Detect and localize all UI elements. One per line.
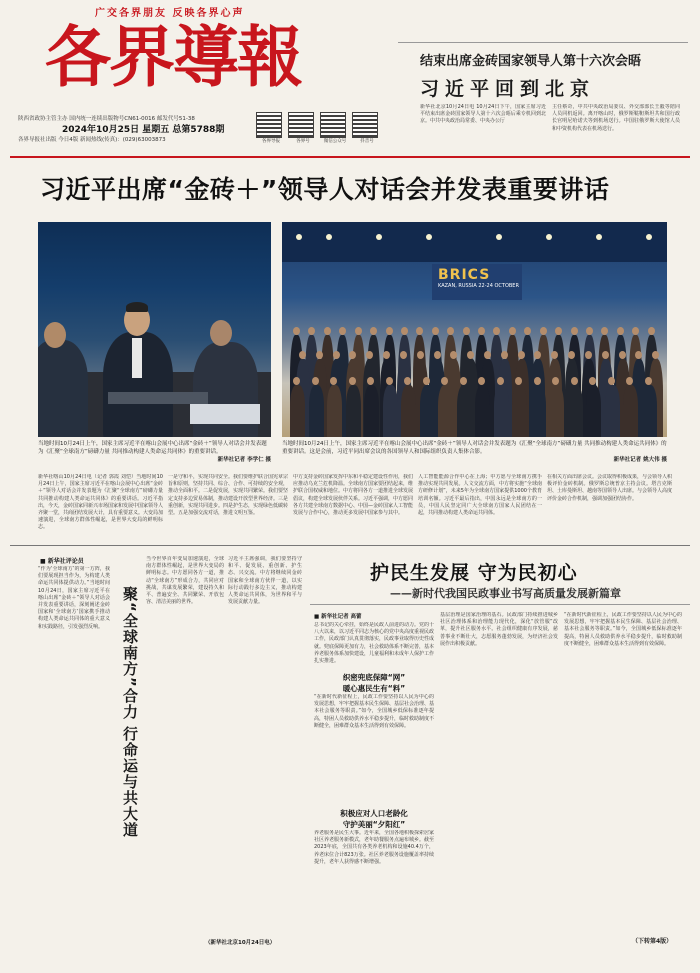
- crowd-head: [484, 351, 491, 359]
- issue-date: 2024年10月25日 星期五 总第5788期: [62, 125, 225, 135]
- crowd-head: [312, 377, 319, 385]
- crowd-head: [423, 377, 430, 385]
- crowd-head: [299, 351, 306, 359]
- top-story-kicker[interactable]: 结束出席金砖国家领导人第十六次会晤: [420, 54, 642, 69]
- crowd-body: [364, 385, 379, 437]
- crowd-head: [308, 327, 315, 335]
- feature-title[interactable]: 护民生发展 守为民初心: [370, 562, 578, 584]
- photo-credit-1: 新华社记者 李学仁 摄: [217, 457, 271, 463]
- publisher-info: 各界导报社出版 今日4版 新闻热线(传真)：(029)63003873: [18, 137, 166, 143]
- crowd-body: [327, 385, 342, 437]
- brics-banner: BRICS KAZAN, RUSSIA 22-24 OCTOBER: [432, 264, 522, 300]
- crowd-body: [383, 385, 398, 437]
- crowd-body: [568, 385, 583, 437]
- feature-column-1c: 养老服务是民生大事。近年来，全国各地积极探索居家社区养老服务新模式，老年助餐服务点遍布城乡。截至2023年底，全国共有各类养老机构和设施40.4万个，养老床位合计823万张。社区养老服务设施覆盖率持续提升，老年人获得感不断增强。: [314, 830, 434, 865]
- crowd-body: [494, 385, 509, 437]
- crowd-head: [478, 327, 485, 335]
- crowd-head: [401, 327, 408, 335]
- commentary-column-2: 当今世界百年变局加速演进，全球南方群体性崛起，是世界大变局的鲜明标志。中方愿同各方一道，推动“全球南方”形成合力，共同应对挑战，共谋发展繁荣，建设持久和平、普遍安全、共同繁荣、开放包容、清洁美丽的世界。: [146, 556, 224, 606]
- crowd-head: [497, 377, 504, 385]
- top-story-column-2: 主任蔡奇，中共中央政治局委员、外交部部长王毅等陪同人员同机返回。离开喀山时，俄罗斯鞑靼斯坦共和国行政长官明尼哈诺夫等到机场送行。中国驻俄罗斯大使馆人员和中资机构代表在机场送行。: [552, 104, 680, 132]
- crowd-head: [601, 327, 608, 335]
- qr-code-3[interactable]: 微信公众号: [320, 112, 350, 144]
- feature-column-3: “在新时代新征程上，民政工作要坚持以人民为中心的发展思想，牢牢把握基本民生保障、基层社会治理、基本社会服务等职责。”如今，全国城乡低保标准逐年提高，特困人员救助供养水平稳步提升，临时救助制度不断健全，困难群众基本生活得到有效保障。: [564, 612, 682, 647]
- crowd-head: [339, 327, 346, 335]
- crowd-head: [515, 377, 522, 385]
- crowd-head: [632, 327, 639, 335]
- photo-speech[interactable]: [38, 222, 271, 437]
- crowd-head: [434, 351, 441, 359]
- feature-byline: ■ 新华社记者 高蕾: [314, 614, 362, 620]
- photo-group[interactable]: [282, 222, 667, 437]
- crowd-body: [475, 385, 490, 437]
- newspaper-logo: 各界導報: [45, 18, 301, 96]
- crowd-body: [642, 385, 657, 437]
- crowd-head: [370, 327, 377, 335]
- masthead-slogan: 广交各界朋友 反映各界心声: [95, 8, 245, 19]
- crowd-head: [333, 351, 340, 359]
- feature-column-2: 基层治理是国家治理的基石。民政部门持续推进城乡社区治理体系和治理能力现代化，深化“放管服”改革，提升社区服务水平。社会组织健康有序发展，慈善事业不断壮大，志愿服务蓬勃发展，为经济社会发展作出积极贡献。: [440, 612, 558, 647]
- top-story-column-1: 新华社北京10月24日电 10月24日下午，国家主席习近平结束出席金砖国家领导人第十六次会晤后乘专机回到北京。中共中央政治局常委、中央办公厅: [420, 104, 546, 125]
- feature-divider: [310, 604, 690, 605]
- crowd-head: [355, 327, 362, 335]
- crowd-head: [478, 377, 485, 385]
- crowd-body: [623, 385, 638, 437]
- crowd-head: [432, 327, 439, 335]
- continued-note[interactable]: （下转第4版）: [632, 938, 673, 945]
- crowd-body: [549, 385, 564, 437]
- main-headline[interactable]: 习近平出席“金砖＋”领导人对话会并发表重要讲话: [40, 175, 610, 204]
- crowd-head: [330, 377, 337, 385]
- crowd-head: [316, 351, 323, 359]
- crowd-head: [652, 351, 659, 359]
- qr-code-1[interactable]: 各界导报: [256, 112, 286, 144]
- crowd-body: [586, 385, 601, 437]
- section-divider: [10, 545, 690, 546]
- crowd-head: [540, 327, 547, 335]
- lead-article-column-3: 中方支持金砖国家发挥中东和平稳定建设性作用，我们应推动乌克兰危机降温。全球南方国家要团结起来，维护联合国权威和地位。中方将同各方一道推进全球发展倡议，构建全球发展伙伴关系。习近平强调，中方愿同各方共建全球南方数据中心、中国—金砖国家人工智能发展与合作中心，推动更多发展中国家参与其中。: [293, 474, 413, 517]
- crowd-head: [293, 327, 300, 335]
- masthead-divider: [10, 156, 690, 158]
- qr-code-2[interactable]: 各界号: [288, 112, 318, 144]
- crowd-head: [417, 351, 424, 359]
- lead-article-column-5: 在相关方面出席会议。会议取得积极成果，与会领导人积极评价金砖机制。俄罗斯总统普京主持会议。塔吉克斯坦、土库曼斯坦、越南等国领导人出席。与会领导人高度评价金砖合作机制，强调加强团结协作。: [547, 474, 672, 502]
- crowd-head: [404, 377, 411, 385]
- photo-caption-1: 当地时间10月24日上午，国家主席习近平在喀山会展中心出席“金砖＋”领导人对话会并发表题为《汇聚“全球南方”磅礴力量 共同推动构建人类命运共同体》的重要讲话。 新华社记者 李学仁 摄: [38, 441, 271, 463]
- crowd-body: [401, 385, 416, 437]
- commentary-kicker: ■ 新华社评论员: [40, 558, 84, 565]
- crowd-head: [617, 327, 624, 335]
- crowd-head: [367, 377, 374, 385]
- crowd-body: [438, 385, 453, 437]
- crowd-head: [585, 351, 592, 359]
- feature-subtitle: ——新时代我国民政事业书写高质量发展新篇章: [390, 587, 621, 600]
- crowd-head: [493, 327, 500, 335]
- crowd-head: [571, 377, 578, 385]
- crowd-head: [400, 351, 407, 359]
- crowd-head: [416, 327, 423, 335]
- lead-article-column-1: 新华社喀山10月24日电（记者 郭霞 刘恺）当地时间10月24日上午，国家主席习近平在喀山会展中心出席“金砖＋”领导人对话会并发表题为《汇聚“全球南方”磅礴力量 共同推动构建人类命运共同体》的重要讲话。习近平指出，今天，金砖国家同新兴市场国家和发展中国家领导人齐聚一堂，共商团结发展大计，具有重要意义。大变局加速演进，全球南方群体性崛起，是世界大变局的鲜明标志。: [38, 474, 163, 531]
- crowd-head: [509, 327, 516, 335]
- crowd-head: [571, 327, 578, 335]
- feature-column-1: 总书记的关心牵挂，始终是民政人前进的动力。党的十八大以来，以习近平同志为核心的党中央高度重视民政工作，民政部门认真贯彻落实，民政事业取得历史性成就。兜底保障更加有力，社会救助体系不断完善，基本养老服务体系加快建设，儿童福利和未成年人保护工作扎实推进。: [314, 622, 434, 665]
- crowd-head: [589, 377, 596, 385]
- crowd-head: [463, 327, 470, 335]
- lead-article-column-2: 一是守和平，实现共同安全。我们要维护联合国宪章宗旨和原则，坚持共同、综合、合作、可持续的安全观，推动全面和平。二是促发展，实现共同繁荣。我们要坚定支持多边贸易体制，推动建设开放型世界经济。三是重创新，实现共同进步。四是护生态，实现绿色低碳转型。五是加强交流对话，推进文明互鉴。: [168, 474, 288, 517]
- crowd-head: [645, 377, 652, 385]
- crowd-head: [626, 377, 633, 385]
- crowd-body: [605, 385, 620, 437]
- crowd-body: [531, 385, 546, 437]
- crowd-body: [290, 385, 305, 437]
- crowd-head: [518, 351, 525, 359]
- crowd-head: [552, 377, 559, 385]
- crowd-head: [447, 327, 454, 335]
- commentary-column-3: 习近平主席强调，我们要坚持守和平、促发展、重创新、护生态、兴交流。中方将继续同金砖国家和全球南方伙伴一道，以实际行动践行多边主义，推动构建人类命运共同体，为世界和平与发展贡献力量。: [228, 556, 302, 606]
- feature-subheading-2: 积极应对人口老龄化 守护美丽“夕阳红”: [340, 809, 408, 829]
- crowd-head: [586, 327, 593, 335]
- crowd-head: [386, 327, 393, 335]
- crowd-body: [457, 385, 472, 437]
- crowd-body: [512, 385, 527, 437]
- lead-article-column-4: 人工智能能源合作中心在上海；中方愿与全球南方携手推动实现共同发展。人文交流方面，中方将实施“全球南方研修计划”，未来5年为全球南方国家提供1000个教育培训名额。习近平最后指出，中国永远是全球南方的一员，中国人民坚定同广大全球南方国家人民团结在一起，共同推动构建人类命运共同体。: [418, 474, 542, 517]
- crowd-head: [501, 351, 508, 359]
- crowd-body: [420, 385, 435, 437]
- publication-info: 陕西省政协主管主办 国内统一连续出版物号CN61-0016 邮发代号51-38: [18, 116, 195, 122]
- feature-column-1b: “在新时代新征程上，民政工作要坚持以人民为中心的发展思想，牢牢把握基本民生保障、基层社会治理、基本社会服务等职责。”如今，全国城乡低保标准逐年提高，特困人员救助供养水平稳步提升，临时救助制度不断健全，困难群众基本生活得到有效保障。: [314, 694, 434, 729]
- crowd-head: [467, 351, 474, 359]
- crowd-head: [441, 377, 448, 385]
- crowd-head: [534, 377, 541, 385]
- crowd-head: [324, 327, 331, 335]
- crowd-head: [293, 377, 300, 385]
- qr-code-4[interactable]: 抖音号: [352, 112, 382, 144]
- crowd-body: [346, 385, 361, 437]
- crowd-head: [602, 351, 609, 359]
- feature-subheading-1: 织密兜底保障“网” 暖心惠民生有“料”: [342, 673, 406, 693]
- commentary-title[interactable]: 聚“全球南方”合力 行命运与共大道: [121, 586, 139, 838]
- commentary-source: （新华社北京10月24日电）: [205, 940, 276, 946]
- crowd-head: [524, 327, 531, 335]
- crowd-head: [648, 327, 655, 335]
- crowd-head: [349, 377, 356, 385]
- crowd-head: [555, 327, 562, 335]
- crowd-head: [460, 377, 467, 385]
- crowd-head: [619, 351, 626, 359]
- top-story-title[interactable]: 习近平回到北京: [420, 78, 596, 100]
- photo-credit-2: 新华社记者 姚大伟 摄: [613, 457, 667, 463]
- crowd-head: [386, 377, 393, 385]
- commentary-column-1: “作为‘全球南方’的第一方阵，我们要展现担当作为，为构建人类命运共同体提供动力。”当地时间10月24日，国家主席习近平在喀山出席“金砖＋”领导人对话会并发表重要讲话，深刻阐述金砖国家和‘全球南方’国家携手推动构建人类命运共同体的重大意义和实践路径，引发强烈反响。: [38, 566, 110, 630]
- crowd-head: [608, 377, 615, 385]
- crowd-body: [309, 385, 324, 437]
- photo-caption-2: 当地时间10月24日上午，国家主席习近平在喀山会展中心出席“金砖＋”领导人对话会并发表题为《汇聚“全球南方”磅礴力量 共同推动构建人类命运共同体》的重要讲话。这是会前，习近平同出席会议的各国领导人和国际组织负责人集体合影。 新华社记者 姚大伟 摄: [282, 441, 667, 463]
